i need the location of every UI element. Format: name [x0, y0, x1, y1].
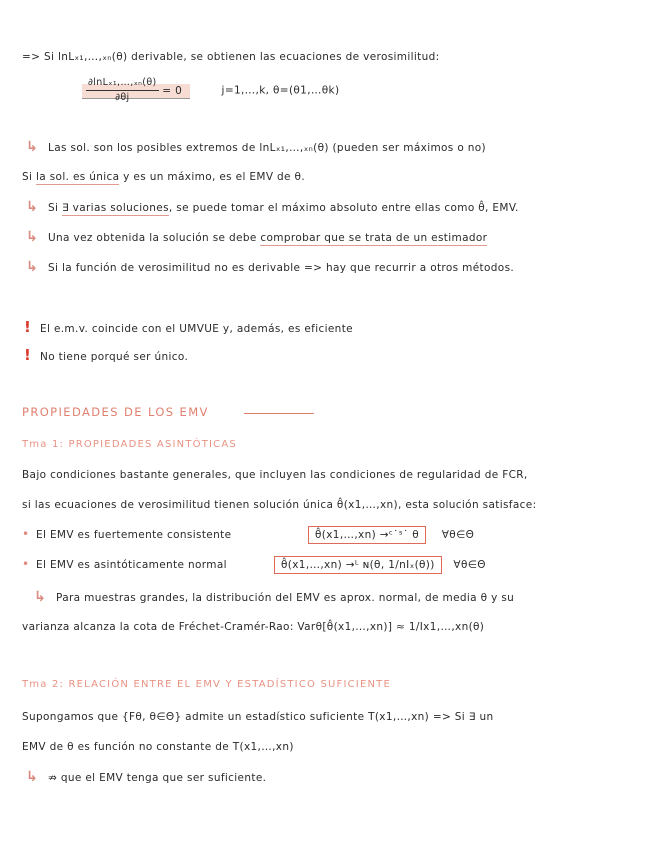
note-umvue-text: El e.m.v. coincide con el UMVUE y, además, es eficiente — [40, 323, 353, 335]
multiple-solutions-start: Si — [48, 202, 62, 214]
theorem-1-line-2: si las ecuaciones de verosimilitud tienen solución única θ̂(x1,…,xn), esta solución satisface: — [22, 499, 537, 511]
equation-numerator: ∂lnLₓ₁,…,ₓₙ(θ) — [86, 76, 159, 91]
not-derivable-text: Si la función de verosimilitud no es derivable => hay que recurrir a otros métodos. — [48, 262, 515, 274]
bullet-normality-label: El EMV es asintóticamente normal — [36, 559, 227, 571]
solutions-line-2-start: Si — [22, 171, 36, 183]
bullet-consistency-label: El EMV es fuertemente consistente — [36, 529, 232, 541]
bullet-dot-icon: • — [22, 527, 30, 541]
consistency-quantifier: ∀θ∈Θ — [441, 529, 475, 541]
check-estimator-line — [26, 230, 487, 245]
note-not-unique-text: No tiene porqué ser único. — [40, 351, 189, 363]
theorem-2-line-1: Supongamos que {Fθ, θ∈Θ} admite un estadístico suficiente T(x1,…,xn) => Si ∃ un — [22, 711, 494, 723]
normality-quantifier: ∀θ∈Θ — [453, 559, 486, 571]
unique-solution-underline: la sol. es única — [35, 171, 120, 183]
multiple-solutions-end: , se puede tomar el máximo absoluto entre ellas como θ̂, EMV. — [168, 202, 519, 214]
equation-indices: j=1,…,k, θ=(θ1,…θk) — [221, 84, 340, 97]
equation-rhs: = 0 — [162, 84, 183, 97]
theorem-1-title: Tma 1: PROPIEDADES ASINTÓTICAS — [22, 439, 237, 450]
solutions-line-1-text: Las sol. son los posibles extremos de lnLₓ₁,…,ₓₙ(θ) (pueden ser máximos o no) — [48, 142, 487, 154]
hooked-arrow-icon: ↳ — [26, 139, 39, 155]
bullet-normality — [22, 557, 486, 572]
solutions-line-1 — [26, 140, 486, 155]
not-derivable-line — [26, 260, 514, 275]
hooked-arrow-icon: ↳ — [34, 589, 47, 605]
theorem-2-line-2: EMV de θ es función no constante de T(x1,…,xn) — [22, 741, 294, 753]
check-estimator-underline: comprobar que se trata de un estimador — [260, 232, 488, 244]
equation-highlight — [82, 77, 190, 103]
check-estimator-start: Una vez obtenida la solución se debe — [48, 232, 261, 244]
section-title-rule — [244, 413, 314, 414]
hooked-arrow-icon: ↳ — [26, 769, 39, 785]
equation-fraction — [86, 76, 159, 105]
fcr-bound-line: varianza alcanza la cota de Fréchet-Cramér-Rao: Varθ[θ̂(x1,…,xn)] ≈ 1/Ix1,…,xn(θ) — [22, 621, 485, 633]
solutions-line-2-end: y es un máximo, es el EMV de θ. — [119, 171, 306, 183]
theorem-2-title: Tma 2: RELACIÓN ENTRE EL EMV Y ESTADÍSTICO SUFICIENTE — [22, 679, 391, 690]
large-sample-note — [34, 590, 514, 605]
bullet-dot-icon: • — [22, 557, 30, 571]
consistency-box: θ̂(x1,…,xn) →ᶜ˙ˢ˙ θ — [308, 526, 426, 544]
section-title: PROPIEDADES DE LOS EMV — [22, 405, 209, 419]
intro-line: => Si lnLₓ₁,…,ₓₙ(θ) derivable, se obtienen las ecuaciones de verosimilitud: — [22, 51, 440, 63]
solutions-line-2 — [22, 170, 305, 184]
multiple-solutions-line — [26, 200, 519, 215]
theorem-1-line-1: Bajo condiciones bastante generales, que incluyen las condiciones de regularidad de FCR, — [22, 469, 528, 481]
note-not-unique — [24, 348, 188, 364]
exclamation-icon: ! — [24, 318, 32, 336]
large-sample-note-text: Para muestras grandes, la distribución del EMV es aprox. normal, de media θ y su — [56, 592, 515, 604]
sufficiency-note — [26, 770, 266, 785]
bullet-consistency — [22, 527, 474, 542]
likelihood-equation — [82, 76, 339, 105]
exclamation-icon: ! — [24, 346, 32, 364]
hooked-arrow-icon: ↳ — [26, 199, 39, 215]
hooked-arrow-icon: ↳ — [26, 229, 39, 245]
hooked-arrow-icon: ↳ — [26, 259, 39, 275]
equation-denominator: ∂θj — [115, 92, 130, 103]
sufficiency-note-text: ⇏ que el EMV tenga que ser suficiente. — [48, 772, 267, 784]
normality-box: θ̂(x1,…,xn) →ᴸ ɴ(θ, 1/nIₓ(θ)) — [274, 556, 442, 574]
note-umvue — [24, 320, 353, 336]
multiple-solutions-underline: ∃ varias soluciones — [61, 202, 169, 214]
